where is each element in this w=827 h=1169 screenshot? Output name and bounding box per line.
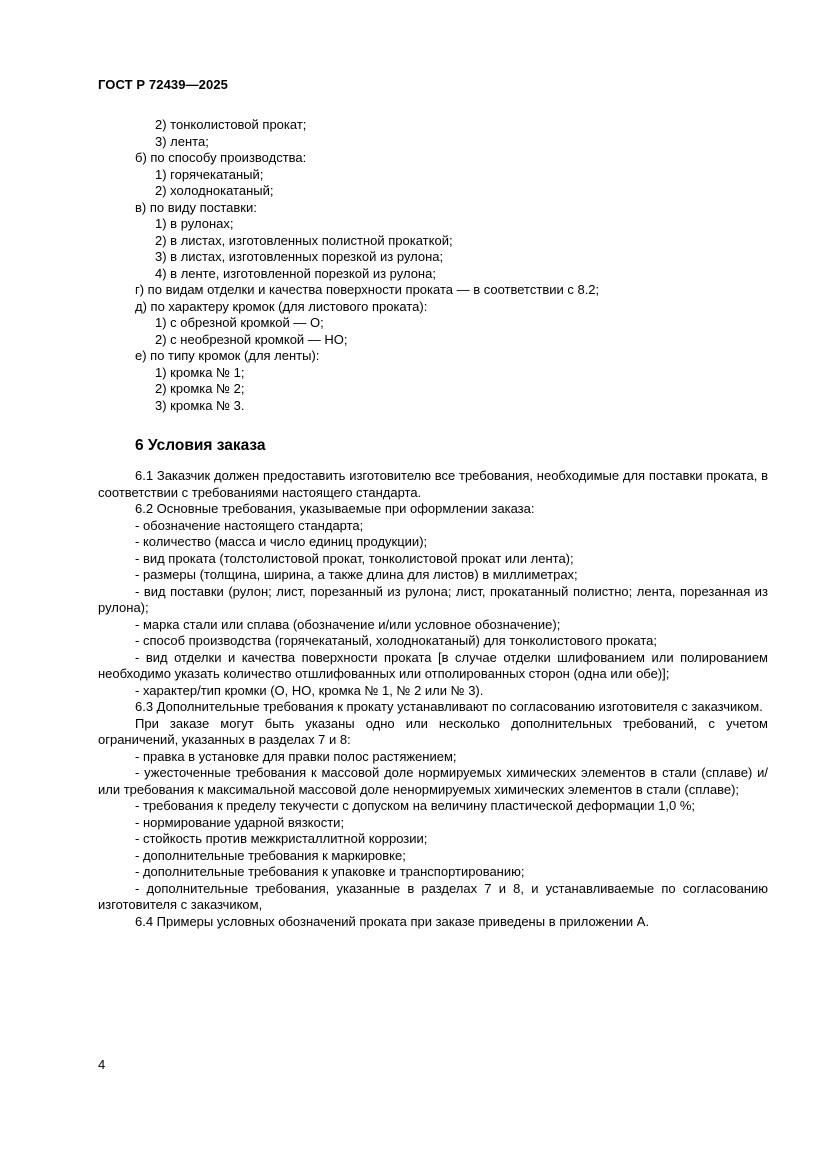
bullet-item: - дополнительные требования к маркировке; (135, 847, 406, 863)
bullet-item: - марка стали или сплава (обозначение и/или условное обозначение); (135, 616, 561, 632)
paragraph: 6.4 Примеры условных обозначений проката при заказе приведены в приложении А. (135, 913, 650, 929)
bullet-item: - вид поставки (рулон; лист, порезанный из рулона; лист, прокатанный полистно; лента, порезанная из рулона); (98, 583, 768, 615)
list-item: 3) кромка № 3. (155, 397, 245, 413)
bullet-item: - способ производства (горячекатаный, холоднокатаный) для тонколистового проката; (135, 633, 658, 648)
classification-list (98, 117, 768, 414)
bullet-item: - дополнительные требования, указанные в разделах 7 и 8, и устанавливаемые по согласованию изготовителя с заказчиком, (98, 880, 768, 912)
list-item: е) по типу кромок (для ленты): (135, 348, 320, 363)
bullet-item: - ужесточенные требования к массовой доле нормируемых химических элементов в стали (сплаве) и/или требования к максимальной массовой доле ненормируемых химических элементов в стали (сплаве); (98, 765, 768, 797)
bullet-item: - вид проката (толстолистовой прокат, тонколистовой прокат или лента); (135, 550, 574, 566)
bullet-item: - дополнительные требования к упаковке и транспортированию; (135, 864, 525, 879)
section-body (98, 468, 768, 930)
list-item: 3) в листах, изготовленных порезкой из рулона; (155, 249, 444, 264)
paragraph: 6.1 Заказчик должен предоставить изготовителю все требования, необходимые для поставки проката, в соответствии с требованиями настоящего стандарта. (98, 468, 768, 500)
list-item: 2) тонколистовой прокат; (155, 117, 307, 132)
paragraph: 6.2 Основные требования, указываемые при оформлении заказа: (135, 501, 535, 516)
list-item: 2) кромка № 2; (155, 381, 245, 396)
list-item: 4) в ленте, изготовленной порезкой из рулона; (155, 265, 436, 281)
list-item: г) по видам отделки и качества поверхности проката — в соответствии с 8.2; (135, 282, 600, 297)
document-header: ГОСТ Р 72439—2025 (98, 77, 228, 92)
bullet-item: - количество (масса и число единиц продукции); (135, 534, 428, 549)
bullet-item: - правка в установке для правки полос растяжением; (135, 748, 457, 764)
list-item: 1) кромка № 1; (155, 364, 245, 380)
list-item: 2) холоднокатаный; (155, 183, 274, 198)
bullet-item: - вид отделки и качества поверхности проката [в случае отделки шлифованием или полированием необходимо указать количество отшлифованных или отполированных сторон (одна или обе)]; (98, 649, 768, 681)
list-item: 2) в листах, изготовленных полистной прокаткой; (155, 232, 453, 248)
bullet-item: - требования к пределу текучести с допуском на величину пластической деформации 1,0 %; (135, 798, 696, 813)
paragraph: При заказе могут быть указаны одно или несколько дополнительных требований, с учетом ограничений, указанных в разделах 7 и 8: (98, 715, 768, 747)
bullet-item: - стойкость против межкристаллитной коррозии; (135, 831, 428, 846)
bullet-item: - характер/тип кромки (О, НО, кромка № 1, № 2 или № 3). (135, 682, 484, 698)
page-number: 4 (98, 1057, 106, 1072)
list-item: 1) горячекатаный; (155, 166, 264, 182)
list-item: 1) с обрезной кромкой — О; (155, 315, 324, 330)
document-body (98, 117, 768, 930)
bullet-item: - нормирование ударной вязкости; (135, 814, 345, 830)
list-item: 1) в рулонах; (155, 216, 234, 231)
list-item: в) по виду поставки: (135, 199, 257, 215)
paragraph: 6.3 Дополнительные требования к прокату устанавливают по согласованию изготовителя с заказчиком. (135, 699, 763, 714)
section-title: 6 Условия заказа (135, 437, 266, 454)
list-item: 2) с необрезной кромкой — НО; (155, 331, 348, 347)
list-item: д) по характеру кромок (для листового проката): (135, 298, 428, 314)
bullet-item: - обозначение настоящего стандарта; (135, 517, 364, 533)
list-item: 3) лента; (155, 133, 209, 149)
bullet-item: - размеры (толщина, ширина, а также длина для листов) в миллиметрах; (135, 567, 578, 582)
list-item: б) по способу производства: (135, 150, 307, 165)
